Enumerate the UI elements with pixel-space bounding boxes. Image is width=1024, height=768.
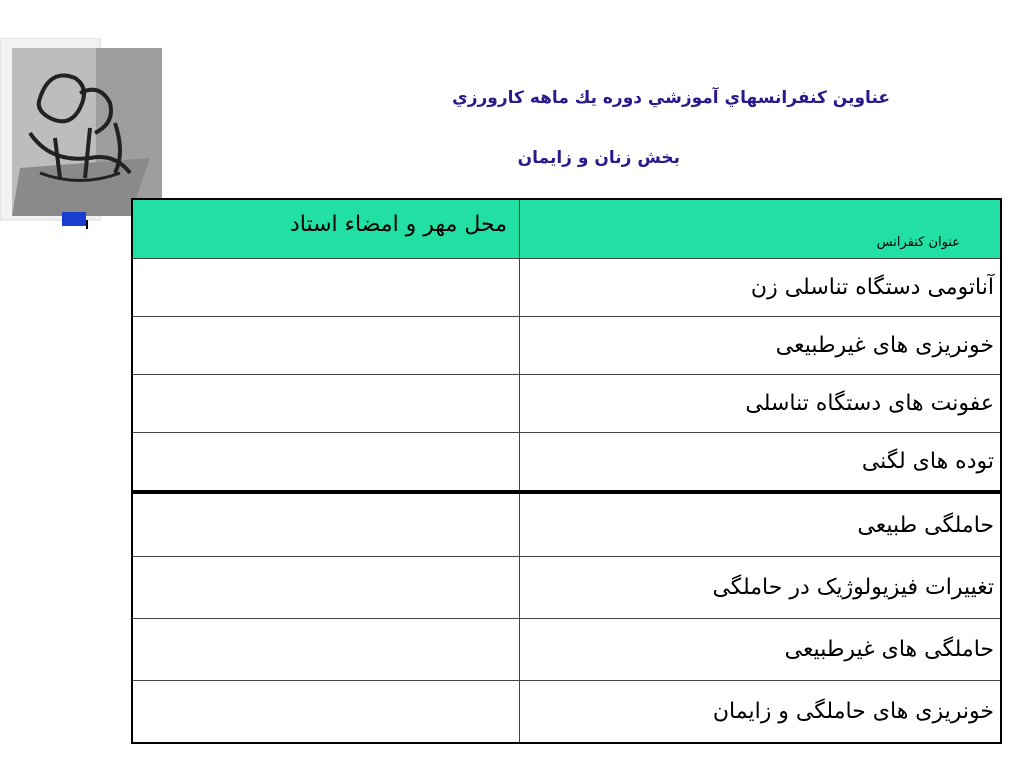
signature-cell [133, 433, 520, 490]
signature-cell [133, 259, 520, 316]
signature-cell [133, 375, 520, 432]
conference-table-2 [131, 492, 1002, 744]
table-header-row [133, 200, 1000, 258]
conference-title: حاملگی طبیعی [857, 512, 994, 538]
conference-table-1 [131, 198, 1002, 492]
table-row [133, 258, 1000, 316]
page-subtitle: بخش زنان و زايمان [517, 148, 680, 168]
table-row [133, 316, 1000, 374]
conference-title: حاملگی های غیرطبیعی [784, 637, 994, 662]
table-row [133, 494, 1000, 556]
signature-cell [133, 494, 520, 556]
signature-cell [133, 619, 520, 680]
column-header-title: عنوان کنفرانس [876, 235, 960, 250]
table-row [133, 618, 1000, 680]
signature-cell [133, 557, 520, 618]
conference-title: تغییرات فیزیولوژیک در حاملگی [712, 575, 994, 600]
signature-cell [133, 317, 520, 374]
logo [0, 38, 180, 223]
conference-title: توده های لگنی [861, 449, 994, 474]
table-row [133, 374, 1000, 432]
conference-title: خونریزی های حاملگی و زایمان [712, 699, 994, 724]
divider-tick [86, 220, 88, 229]
conference-title: خونریزی های غیرطبیعی [775, 333, 994, 358]
table-row [133, 556, 1000, 618]
conference-title: آناتومی دستگاه تناسلی زن [750, 275, 994, 300]
table-row [133, 432, 1000, 490]
column-header-signature: محل مهر و امضاء استاد [133, 200, 520, 258]
page-title: عناوين كنفرانسهاي آموزشي دوره يك ماهه كارورزي [452, 88, 890, 108]
table-row [133, 680, 1000, 742]
conference-title: عفونت های دستگاه تناسلی [745, 391, 994, 416]
blue-marker [62, 212, 86, 226]
signature-cell [133, 681, 520, 742]
